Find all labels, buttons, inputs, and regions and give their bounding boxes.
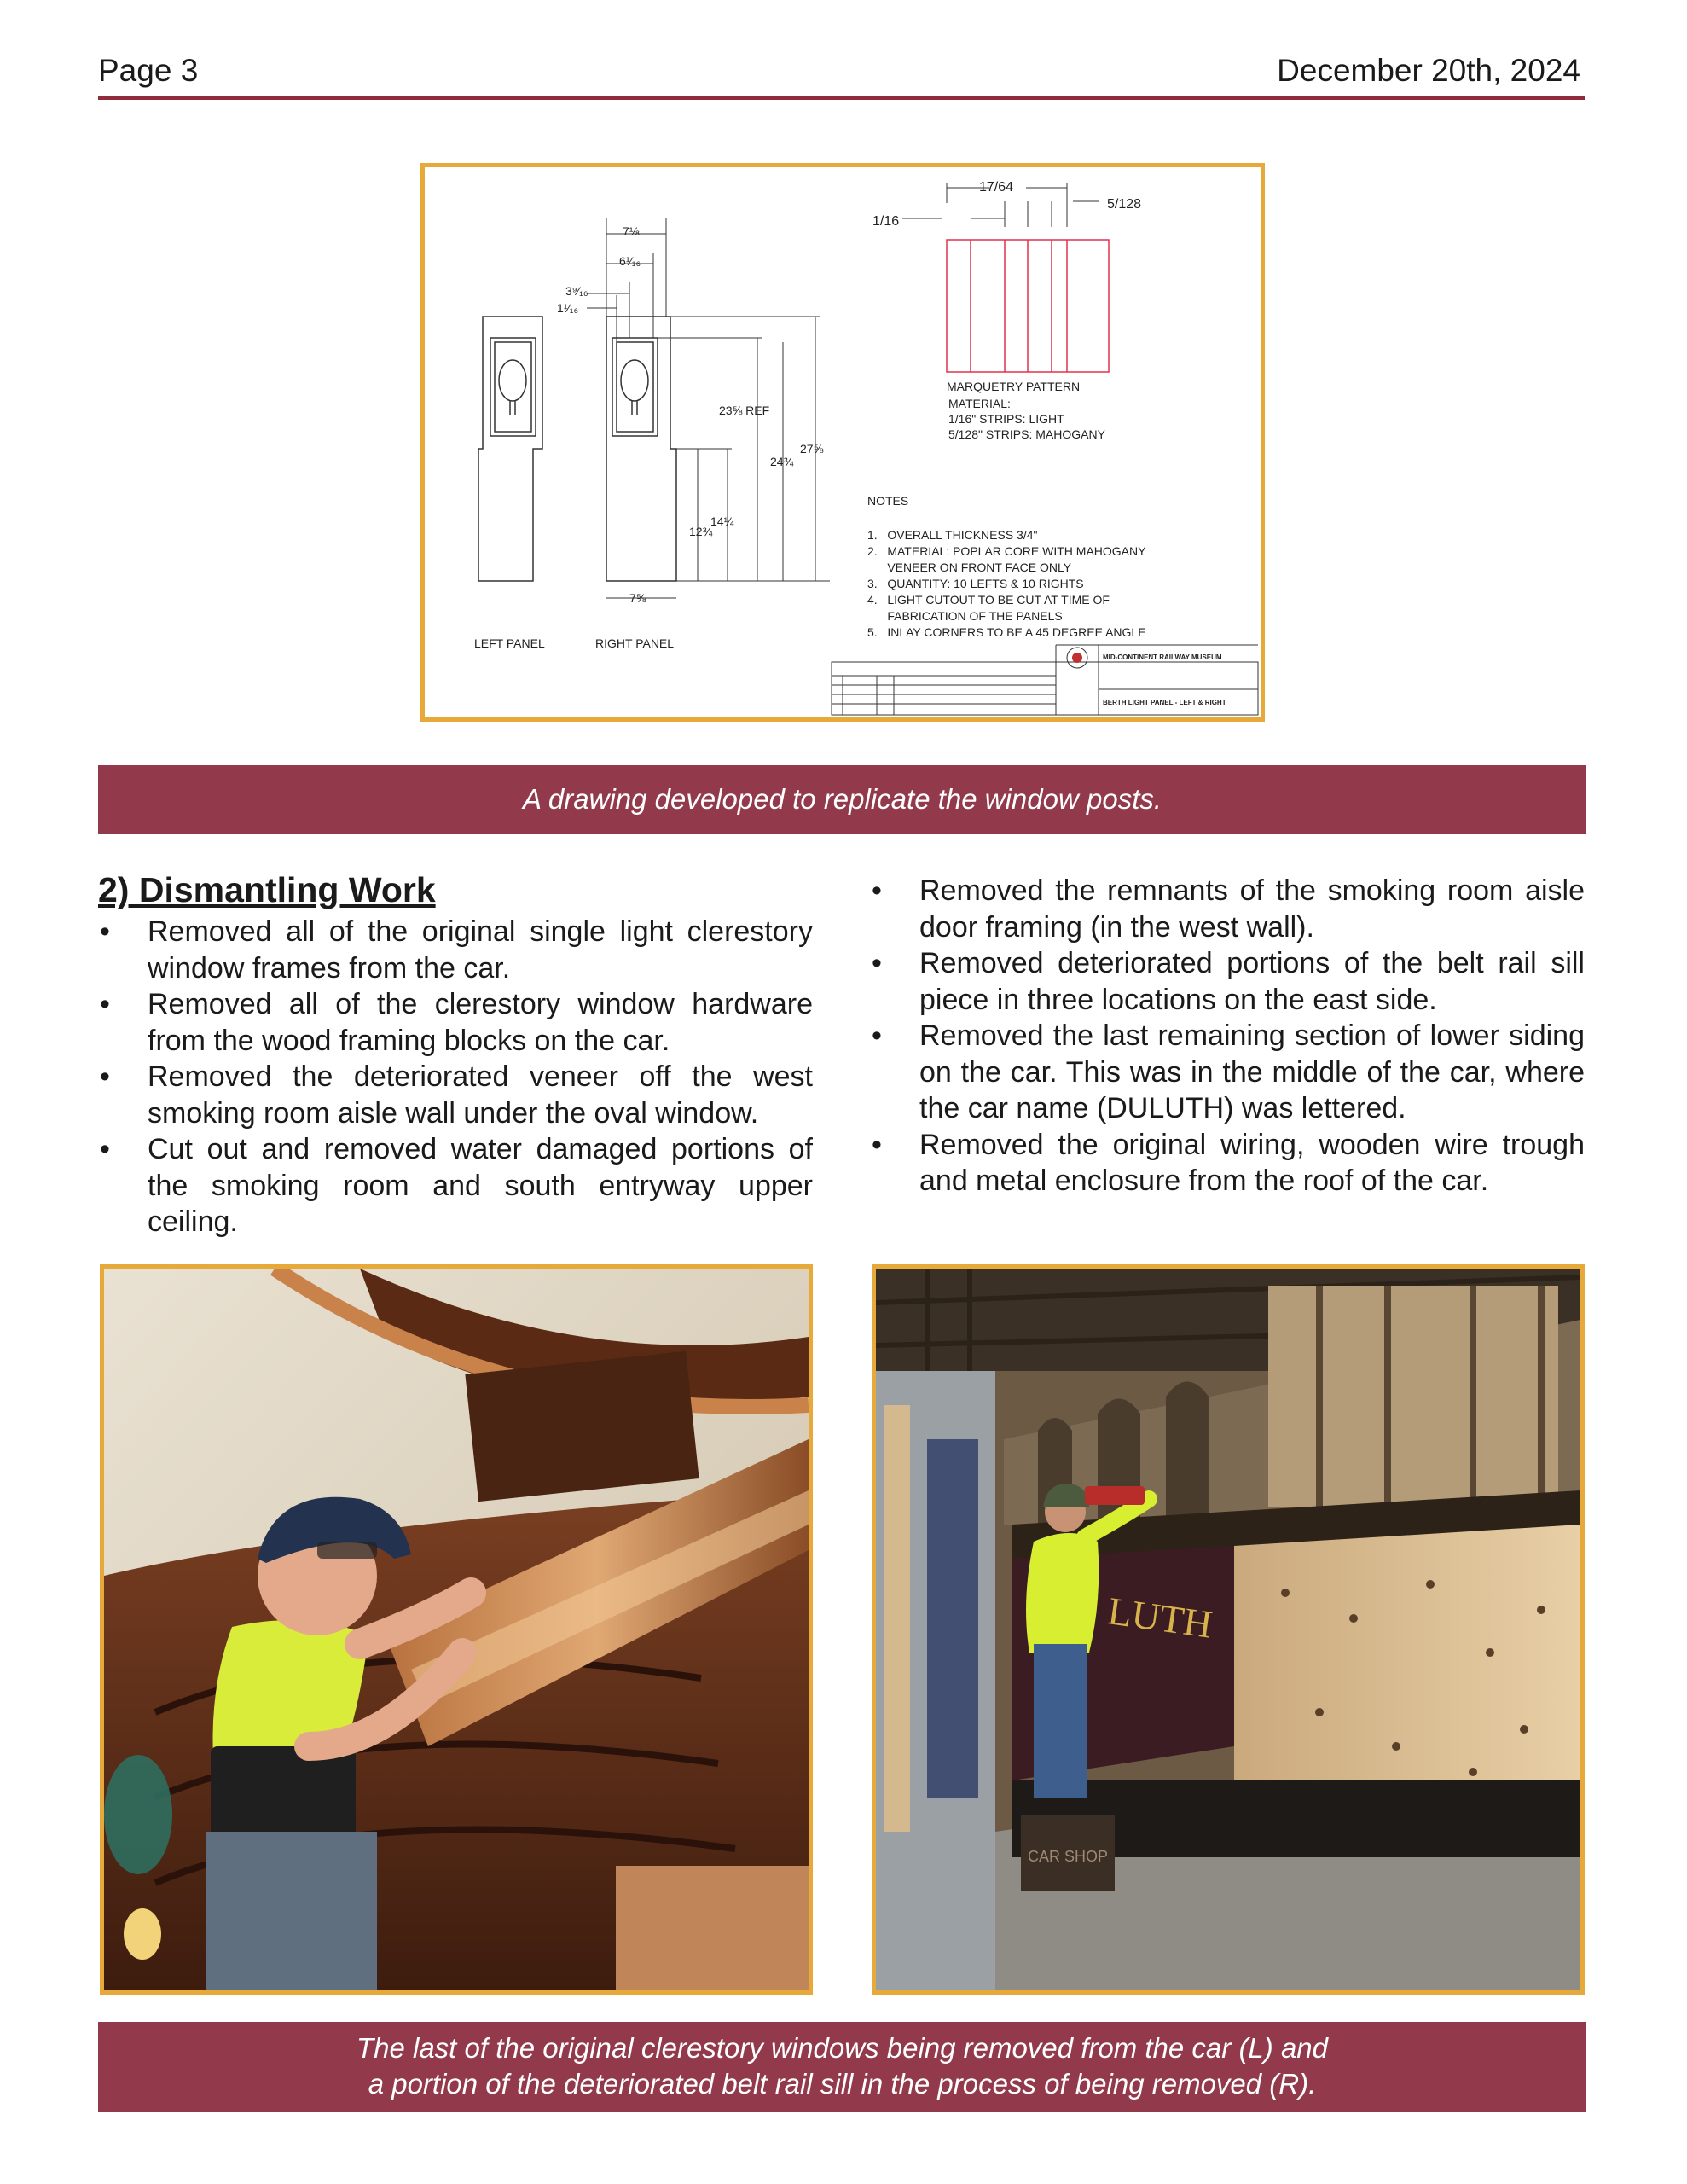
- material-line-2: 1/16" STRIPS: LIGHT: [948, 412, 1064, 426]
- dim-14-1-4: 14¼: [710, 514, 734, 528]
- note-line-5: 4. LIGHT CUTOUT TO BE CUT AT TIME OF: [867, 593, 1110, 607]
- list-item: • Removed the deteriorated veneer off the west smoking room aisle wall under the oval window.: [98, 1059, 813, 1131]
- list-item: • Removed all of the clerestory window hardware from the wood framing blocks on the car.: [98, 986, 813, 1059]
- left-panel-label: LEFT PANEL: [474, 636, 545, 650]
- list-item: • Removed the last remaining section of lower siding on the car. This was in the middle of the car, where the car name (DULUTH) was lettered.: [870, 1018, 1585, 1127]
- photo-clerestory-removal: [100, 1264, 813, 1995]
- note-line-6: FABRICATION OF THE PANELS: [867, 609, 1063, 623]
- drawing-caption: A drawing developed to replicate the window posts.: [98, 765, 1586, 834]
- right-panel-oval: [621, 360, 648, 401]
- section-heading: 2) Dismantling Work: [98, 870, 436, 909]
- left-panel-window: [490, 338, 536, 436]
- page-number: Page 3: [98, 53, 199, 88]
- material-line-1: MATERIAL:: [948, 397, 1011, 410]
- note-line-4: 3. QUANTITY: 10 LEFTS & 10 RIGHTS: [867, 577, 1084, 590]
- dim-1-1-16: 1¹⁄₁₆: [557, 301, 579, 315]
- dim-5-128: 5/128: [1107, 197, 1142, 212]
- photos-caption-line-1: The last of the original clerestory windows being removed from the car (L) and: [356, 2032, 1329, 2064]
- dim-3-9-16: 3⁹⁄₁₆: [565, 284, 588, 298]
- car-lettering: LUTH: [1104, 1589, 1215, 1647]
- title-block-title: BERTH LIGHT PANEL - LEFT & RIGHT: [1103, 699, 1226, 706]
- note-line-2: 2. MATERIAL: POPLAR CORE WITH MAHOGANY: [867, 544, 1146, 558]
- car-shop-box-label: CAR SHOP: [1028, 1848, 1109, 1865]
- right-panel-label: RIGHT PANEL: [595, 636, 675, 650]
- dim-27-5-8: 27⅝: [800, 442, 824, 456]
- dim-12-3-4: 12¾: [689, 525, 713, 538]
- dim-6-1-16: 6¹⁄₁₆: [619, 254, 641, 268]
- left-column: [98, 914, 813, 1240]
- notes-title: NOTES: [867, 494, 909, 508]
- note-line-3: VENEER ON FRONT FACE ONLY: [867, 561, 1072, 574]
- photo-belt-rail-removal: [872, 1264, 1585, 1995]
- technical-drawing: [420, 163, 1265, 722]
- marquetry-pattern: [947, 240, 1109, 372]
- left-panel-outline: [478, 317, 542, 581]
- list-item: • Removed all of the original single light clerestory window frames from the car.: [98, 914, 813, 986]
- list-item: • Removed deteriorated portions of the belt rail sill piece in three locations on the east side.: [870, 945, 1585, 1018]
- list-item: • Removed the original wiring, wooden wire trough and metal enclosure from the roof of the car.: [870, 1127, 1585, 1199]
- drawing-canvas: [425, 167, 1261, 717]
- list-item: • Cut out and removed water damaged portions of the smoking room and south entryway upper ceiling.: [98, 1131, 813, 1240]
- dim-17-64: 17/64: [979, 180, 1014, 195]
- dim-1-16: 1/16: [872, 214, 900, 229]
- dismantling-list-left: [98, 914, 813, 1240]
- right-column: [870, 873, 1585, 1199]
- dismantling-list-right: [870, 873, 1585, 1199]
- note-line-7: 5. INLAY CORNERS TO BE A 45 DEGREE ANGLE: [867, 625, 1146, 639]
- dim-7-5-8: 7⅝: [629, 591, 646, 605]
- material-line-3: 5/128" STRIPS: MAHOGANY: [948, 427, 1105, 441]
- issue-date: December 20th, 2024: [1277, 53, 1580, 88]
- list-item: • Removed the remnants of the smoking room aisle door framing (in the west wall).: [870, 873, 1585, 945]
- left-panel-oval: [499, 360, 526, 401]
- museum-logo: [1067, 648, 1087, 668]
- header-divider: [98, 96, 1585, 100]
- photos-caption-line-2: a portion of the deteriorated belt rail sill in the process of being removed (R).: [368, 2068, 1317, 2100]
- photos-caption: [98, 2022, 1586, 2112]
- title-block-org: MID-CONTINENT RAILWAY MUSEUM: [1103, 653, 1222, 661]
- dim-23-5-8-ref: 23⅝ REF: [719, 404, 770, 417]
- right-panel-window: [612, 338, 658, 436]
- dim-7-1-8: 7⅛: [623, 224, 640, 238]
- marquetry-title: MARQUETRY PATTERN: [947, 380, 1081, 393]
- dim-24-3-4: 24¾: [770, 455, 794, 468]
- note-line-1: 1. OVERALL THICKNESS 3/4": [867, 528, 1038, 542]
